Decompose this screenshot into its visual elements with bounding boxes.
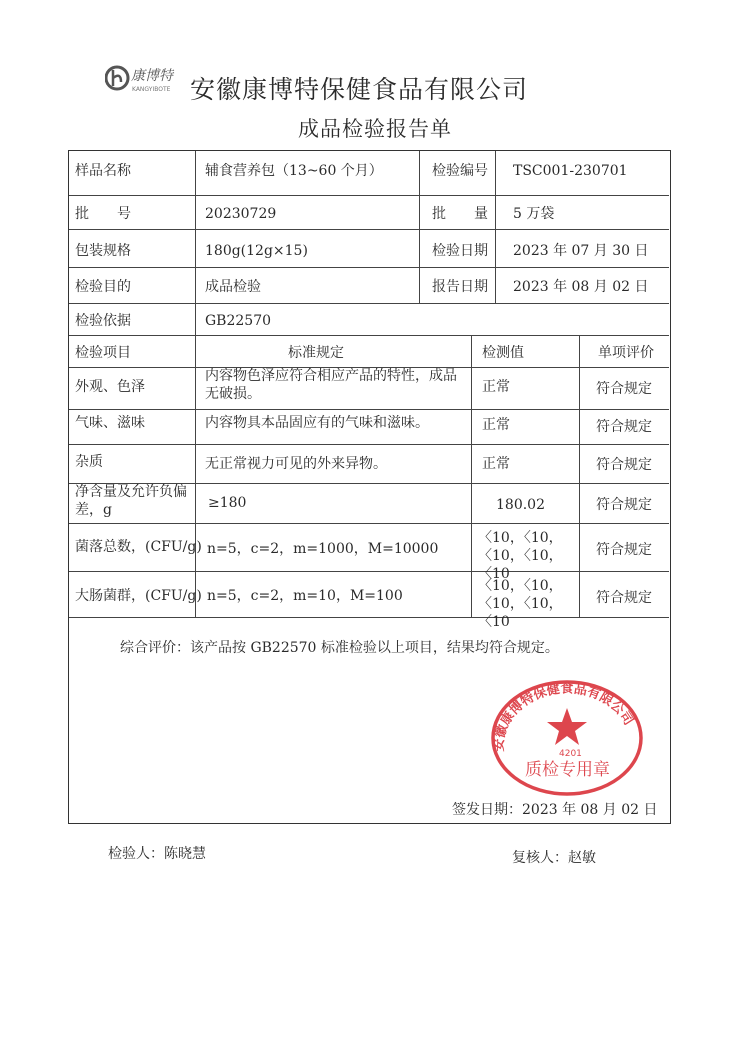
package-label: 包装规格	[75, 243, 131, 259]
company-name: 安徽康博特保健食品有限公司	[190, 75, 529, 104]
table-row-item: 杂质	[75, 454, 103, 470]
col-header-standard: 标准规定	[288, 345, 344, 361]
table-row-result: 符合规定	[596, 542, 652, 558]
table-row-result: 符合规定	[596, 457, 652, 473]
table-row-item: 大肠菌群，(CFU/g)	[75, 588, 202, 604]
table-row-result: 符合规定	[596, 381, 652, 397]
batch-value: 20230729	[205, 206, 277, 222]
table-row-result: 符合规定	[596, 419, 652, 435]
quantity-value: 5 万袋	[513, 206, 555, 222]
quantity-label: 批 量	[432, 206, 488, 222]
star-icon	[547, 708, 587, 745]
sign-date: 签发日期：2023 年 08 月 02 日	[452, 802, 658, 818]
table-row-result: 符合规定	[596, 497, 652, 513]
col-header-value: 检测值	[482, 345, 524, 361]
table-row-standard: n=5，c=2，m=1000，M=10000	[207, 541, 439, 557]
col-header-result: 单项评价	[598, 345, 654, 361]
report-date-label: 报告日期	[432, 279, 488, 295]
report-title: 成品检验报告单	[298, 117, 452, 141]
stamp-center-text: 质检专用章	[525, 760, 610, 780]
sample-name-value: 辅食营养包（13~60 个月）	[205, 163, 383, 179]
table-row-value: 180.02	[496, 497, 545, 513]
table-row-value: 正常	[482, 379, 510, 395]
logo-text: 康博特	[131, 68, 173, 84]
svg-text:安徽康博特保健食品有限公司	[491, 681, 637, 752]
purpose-value: 成品检验	[205, 279, 261, 295]
package-value: 180g(12g×15)	[205, 243, 308, 259]
table-row-value: 正常	[482, 417, 510, 433]
purpose-label: 检验目的	[75, 279, 131, 295]
report-date-value: 2023 年 08 月 02 日	[513, 279, 649, 295]
inspection-date-label: 检验日期	[432, 243, 488, 259]
logo-subtext: KANGYIBOTE	[132, 86, 171, 93]
quality-inspection-stamp	[487, 672, 647, 797]
basis-label: 检验依据	[75, 313, 131, 329]
table-row-item: 菌落总数，(CFU/g)	[75, 539, 202, 555]
reviewer-name: 赵敏	[568, 850, 596, 866]
table-row-item: 外观、色泽	[75, 379, 145, 395]
reviewer	[512, 847, 596, 867]
table-row-standard: 无正常视力可见的外来异物。	[205, 456, 387, 472]
inspector-name: 陈晓慧	[164, 846, 206, 862]
overall-evaluation: 综合评价：该产品按 GB22570 标准检验以上项目，结果均符合规定。	[120, 640, 559, 656]
table-row-item: 气味、滋味	[75, 415, 145, 431]
table-row-value: 〈10，〈10，〈10，〈10，〈10	[478, 530, 563, 582]
inspector-label: 检验人：	[108, 846, 164, 862]
table-row-standard: 内容物色泽应符合相应产品的特性，成品无破损。	[205, 368, 457, 402]
inspector	[108, 843, 206, 863]
inspection-no-label: 检验编号	[432, 163, 488, 179]
table-row-value: 〈10，〈10，〈10，〈10，〈10	[478, 578, 563, 630]
stamp-ring-text: 安徽康博特保健食品有限公司	[491, 681, 636, 752]
table-row-item: 净含量及允许负偏差，g	[75, 484, 187, 518]
batch-label: 批 号	[75, 206, 131, 222]
table-row-result: 符合规定	[596, 590, 652, 606]
table-row-standard: 内容物具本品固应有的气味和滋味。	[205, 415, 429, 431]
table-row-standard: n=5，c=2，m=10，M=100	[207, 588, 403, 604]
col-header-item: 检验项目	[75, 345, 131, 361]
table-row-standard: ≥180	[208, 495, 247, 511]
basis-value: GB22570	[205, 313, 272, 329]
inspection-date-value: 2023 年 07 月 30 日	[513, 243, 649, 259]
inspection-no-value: TSC001-230701	[513, 163, 628, 179]
stamp-small-text: 4201	[559, 749, 582, 759]
reviewer-label: 复核人：	[512, 850, 568, 866]
table-row-value: 正常	[482, 456, 510, 472]
company-logo	[105, 60, 185, 96]
sample-name-label: 样品名称	[75, 163, 131, 179]
